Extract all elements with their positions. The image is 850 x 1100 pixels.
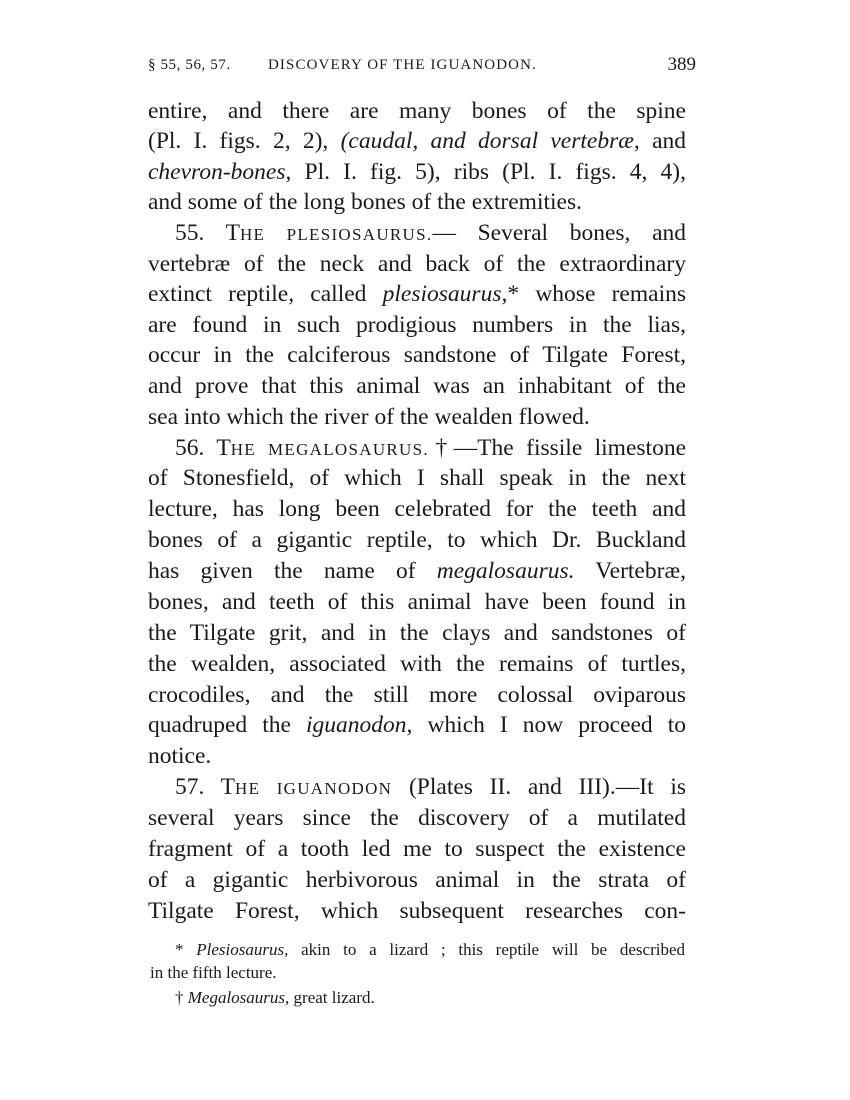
text-line: bones of a gigantic reptile, to which Dr. Buckland [148,527,686,553]
text-line: sea into which the river of the wealden flowed. [148,404,590,430]
text-line: chevron-bones, Pl. I. fig. 5), ribs (Pl. I. figs. 4, 4), [148,159,686,185]
header-title: DISCOVERY OF THE IGUANODON. [268,57,537,73]
header-section-numbers: § 55, 56, 57. [148,57,231,73]
section-number: 55. [175,220,205,246]
text-line: Tilgate Forest, which subsequent researches con- [148,898,686,924]
text-line: occur in the calciferous sandstone of Tilgate Forest, [148,342,686,368]
text-line: fragment of a tooth led me to suspect the existence [148,836,686,862]
footnote-1: * Plesiosaurus, akin to a lizard ; this reptile will be described [175,940,686,959]
text-line: the wealden, associated with the remains of turtles, [148,651,686,677]
text-line: extinct reptile, called plesiosaurus,* whose remains [148,281,686,307]
section-title: THE MEGALOSAURUS. [216,435,429,461]
section-title: THE IGUANODON [220,774,393,800]
text-line: (Pl. I. figs. 2, 2), (caudal, and dorsal vertebræ, and [148,128,687,154]
dagger-mark: † [175,988,184,1007]
text-line: bones, and teeth of this animal have been found in [148,589,686,615]
footnote-2: † Megalosaurus, great lizard. [175,988,375,1007]
text-line: the Tilgate grit, and in the clays and sandstones of [148,620,686,646]
running-header [148,54,696,81]
text-line: and some of the long bones of the extremities. [148,189,582,215]
section-55-heading-line: 55. THE PLESIOSAURUS.— Several bones, and [175,220,687,246]
text-line: of a gigantic herbivorous animal in the strata of [148,867,686,893]
text-line: several years since the discovery of a mutilated [148,805,686,831]
section-number: 57. [175,774,205,800]
section-56-heading-line: 56. THE MEGALOSAURUS.†—The fissile limestone [175,435,686,461]
asterisk-mark: * [175,940,184,959]
section-title: THE PLESIOSAURUS. [225,220,433,246]
text-line: lecture, has long been celebrated for the teeth and [148,496,686,522]
text-line: quadruped the iguanodon, which I now proceed to [148,712,687,738]
text-line: entire, and there are many bones of the spine [148,98,686,124]
text-line: and prove that this animal was an inhabitant of the [148,373,686,399]
text-line: crocodiles, and the still more colossal oviparous [148,682,686,708]
footnote-1-continued: in the fifth lecture. [150,963,277,982]
section-57-heading-line: 57. THE IGUANODON (Plates II. and III).—It is [175,774,686,800]
text-line: of Stonesfield, of which I shall speak in the next [148,465,686,491]
text-line: notice. [148,743,212,769]
text-line: vertebræ of the neck and back of the extraordinary [148,251,686,277]
section-number: 56. [175,435,205,461]
text-line: has given the name of megalosaurus. Vertebræ, [148,558,686,584]
text-line: are found in such prodigious numbers in the lias, [148,312,686,338]
page-number: 389 [667,54,696,75]
